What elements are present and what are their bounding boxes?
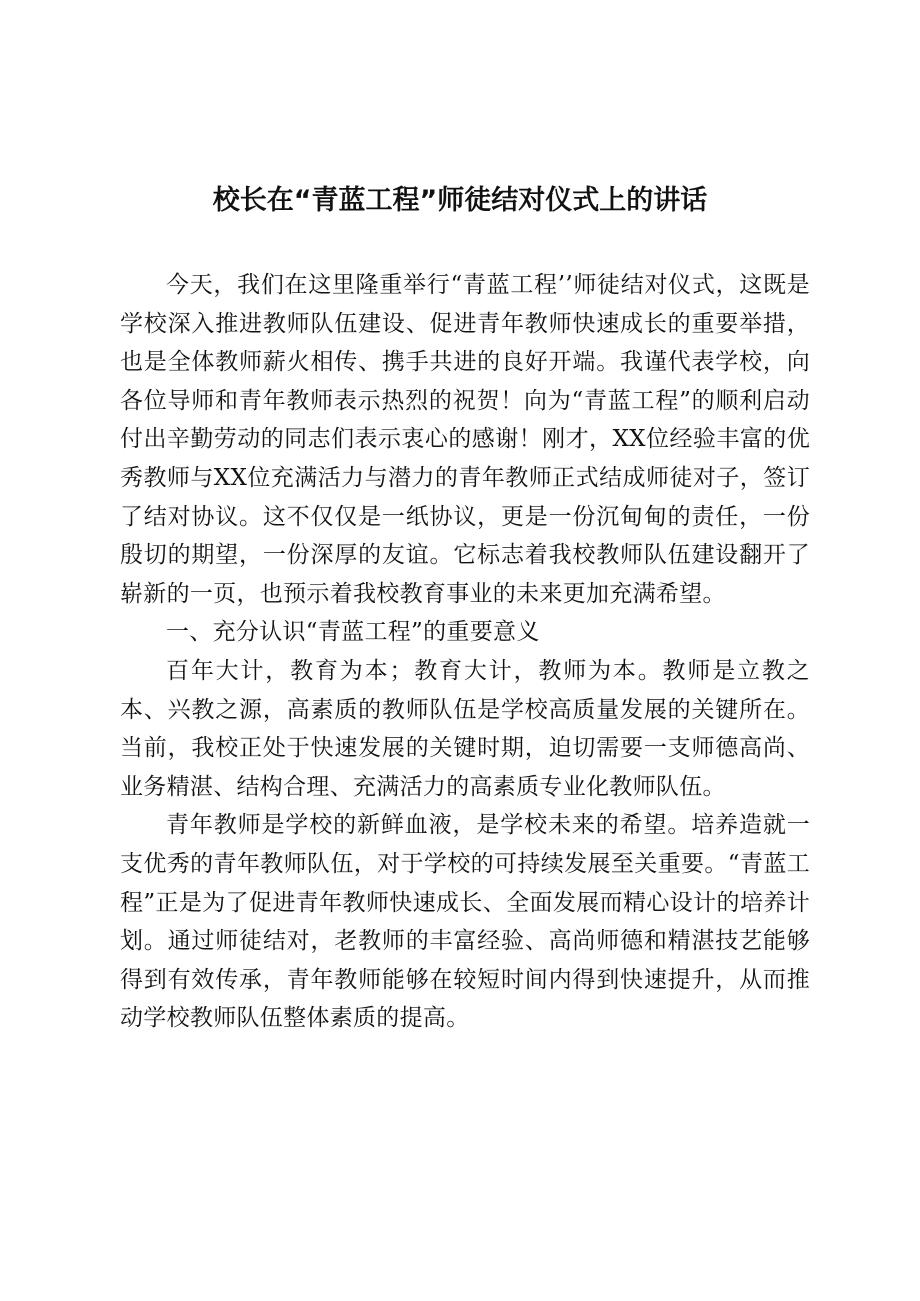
paragraph-education: 百年大计，教育为本；教育大计，教师为本。教师是立教之本、兴教之源，高素质的教师队伍是学校高质量发展的关键所在。当前，我校正处于快速发展的关键时期，迫切需要一支师德高尚、业务精湛、结构合理、充满活力的高素质专业化教师队伍。: [120, 657, 810, 800]
section-heading-1: 一、充分认识“青蓝工程”的重要意义: [166, 619, 540, 646]
document-title: 校长在“青蓝工程”师徒结对仪式上的讲话: [212, 185, 708, 216]
document-body: [120, 266, 810, 1038]
paragraph-young-teachers: 青年教师是学校的新鲜血液，是学校未来的希望。培养造就一支优秀的青年教师队伍，对于学校的可持续发展至关重要。“青蓝工程”正是为了促进青年教师快速成长、全面发展而精心设计的培养计划。通过师徒结对，老教师的丰富经验、高尚师德和精湛技艺能够得到有效传承，青年教师能够在较短时间内得到快速提升，从而推动学校教师队伍整体素质的提高。: [120, 812, 810, 1032]
paragraph-opening: 今天，我们在这里隆重举行“青蓝工程’’师徒结对仪式，这既是学校深入推进教师队伍建设、促进青年教师快速成长的重要举措，也是全体教师薪火相传、携手共进的良好开端。我谨代表学校，向各位导师和青年教师表示热烈的祝贺！向为“青蓝工程”的顺利启动付出辛勤劳动的同志们表示衷心的感谢！刚才，XX位经验丰富的优秀教师与XX位充满活力与潜力的青年教师正式结成师徒对子，签订了结对协议。这不仅仅是一纸协议，更是一份沉甸甸的责任，一份殷切的期望，一份深厚的友谊。它标志着我校教师队伍建设翻开了崭新的一页，也预示着我校教育事业的未来更加充满希望。: [120, 272, 810, 607]
